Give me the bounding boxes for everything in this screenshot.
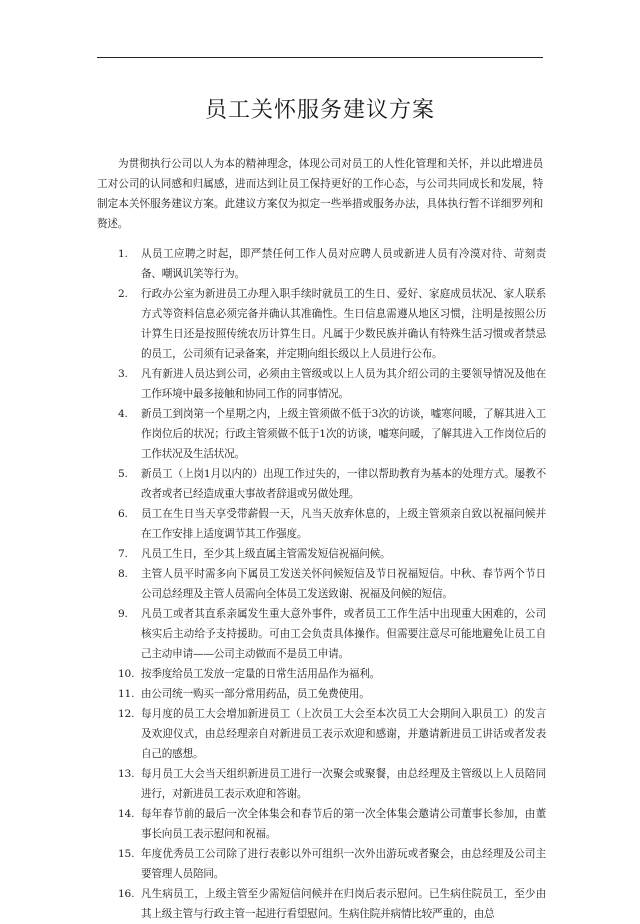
document-title: 员工关怀服务建议方案 [204, 97, 435, 123]
list-item [118, 364, 546, 404]
item-text: 凡有新进人员达到公司，必须由主管级或以上人员为其介绍公司的主要领导情况及他在工作环境中最多接触和协同工作的同事情况。 [141, 368, 546, 400]
item-number: 11. [118, 688, 135, 700]
list-item [118, 664, 546, 684]
item-number: 1. [118, 248, 128, 260]
list-item [118, 804, 546, 844]
item-text: 每月员工大会当天组织新进员工进行一次聚会或聚餐，由总经理及主管级以上人员陪同进行，对新进员工表示欢迎和答谢。 [141, 768, 546, 800]
item-number: 13. [118, 768, 135, 780]
item-text: 员工在生日当天享受带薪假一天，凡当天放弃休息的，上级主管须亲自致以祝福问候并在工作安排上适度调节其工作强度。 [141, 508, 546, 540]
item-text: 每年春节前的最后一次全体集会和春节后的第一次全体集会邀请公司董事长参加，由董事长向员工表示慰问和祝福。 [141, 808, 546, 840]
item-text: 年度优秀员工公司除了进行表彰以外可组织一次外出游玩或者聚会，由总经理及公司主要管理人员陪同。 [141, 848, 546, 880]
list-item [118, 404, 546, 464]
list-item [118, 604, 546, 664]
item-text: 每月度的员工大会增加新进员工（上次员工大会至本次员工大会期间入职员工）的发言及欢迎仪式，由总经理亲自对新进员工表示欢迎和感谢，并邀请新进员工讲话或者发表自己的感想。 [141, 708, 546, 760]
numbered-list [118, 244, 546, 924]
list-item [118, 564, 546, 604]
item-text: 行政办公室为新进员工办理入职手续时就员工的生日、爱好、家庭成员状况、家人联系方式等资料信息必须完备并确认其准确性。生日信息需遵从地区习惯，注明是按照公历计算生日还是按照传统农历计算生日。凡属于少数民族并确认有特殊生活习惯或者禁忌的员工，公司须有记录备案，并定期向组长级以上人员进行公布。 [141, 288, 546, 360]
item-number: 2. [118, 288, 128, 300]
list-item [118, 544, 546, 564]
item-text: 由公司统一购买一部分常用药品，员工免费使用。 [141, 688, 370, 700]
item-number: 15. [118, 848, 135, 860]
list-item [118, 764, 546, 804]
item-text: 凡生病员工，上级主管至少需短信问候并在归岗后表示慰问。已生病住院员工，至少由其上级主管与行政主管一起进行看望慰问。生病住院并病情比较严重的，由总 [141, 888, 546, 920]
list-item [118, 704, 546, 764]
item-number: 9. [118, 608, 128, 620]
item-number: 7. [118, 548, 128, 560]
item-number: 14. [118, 808, 135, 820]
list-item [118, 684, 546, 704]
item-number: 4. [118, 408, 128, 420]
item-number: 8. [118, 568, 128, 580]
item-text: 凡员工或者其直系亲属发生重大意外事件，或者员工工作生活中出现重大困难的，公司核实后主动给予支持援助。可由工会负责具体操作。但需要注意尽可能地避免让员工自己主动申请——公司主动做而不是员工申请。 [141, 608, 546, 660]
item-text: 新员工（上岗1月以内的）出现工作过失的，一律以帮助教育为基本的处理方式。屡教不改者或者已经造成重大事故者辞退或另做处理。 [141, 468, 546, 500]
item-text: 凡员工生日，至少其上级直属主管需发短信祝福问候。 [141, 548, 391, 560]
list-item [118, 884, 546, 924]
item-number: 12. [118, 708, 135, 720]
item-text: 按季度给员工发放一定量的日常生活用品作为福利。 [141, 668, 381, 680]
item-number: 10. [118, 668, 135, 680]
list-item [118, 244, 546, 284]
item-text: 从员工应聘之时起，即严禁任何工作人员对应聘人员或新进人员有冷漠对待、苛刻责备、嘲讽讥笑等行为。 [141, 248, 546, 280]
list-item [118, 504, 546, 544]
intro-paragraph: 为贯彻执行公司以人为本的精神理念，体现公司对员工的人性化管理和关怀，并以此增进员工对公司的认同感和归属感，进而达到让员工保持更好的工作心态，与公司共同成长和发展，特制定本关怀服务建议方案。此建议方案仅为拟定一些举措或服务办法，具体执行暂不详细罗列和赘述。 [97, 157, 543, 230]
item-number: 5. [118, 468, 128, 480]
item-text: 主管人员平时需多向下属员工发送关怀问候短信及节日祝福短信。中秋、春节两个节日公司总经理及主管人员需向全体员工发送致谢、祝福及问候的短信。 [141, 568, 546, 600]
header-rule [97, 57, 543, 58]
list-item [118, 844, 546, 884]
item-text: 新员工到岗第一个星期之内，上级主管须做不低于3次的访谈，嘘寒问暖，了解其进入工作岗位后的状况；行政主管须做不低于1次的访谈，嘘寒问暖，了解其进入工作岗位后的工作状况及生活状况。 [141, 408, 546, 460]
item-number: 6. [118, 508, 128, 520]
item-number: 3. [118, 368, 128, 380]
list-item [118, 284, 546, 364]
item-number: 16. [118, 888, 135, 900]
list-item [118, 464, 546, 504]
